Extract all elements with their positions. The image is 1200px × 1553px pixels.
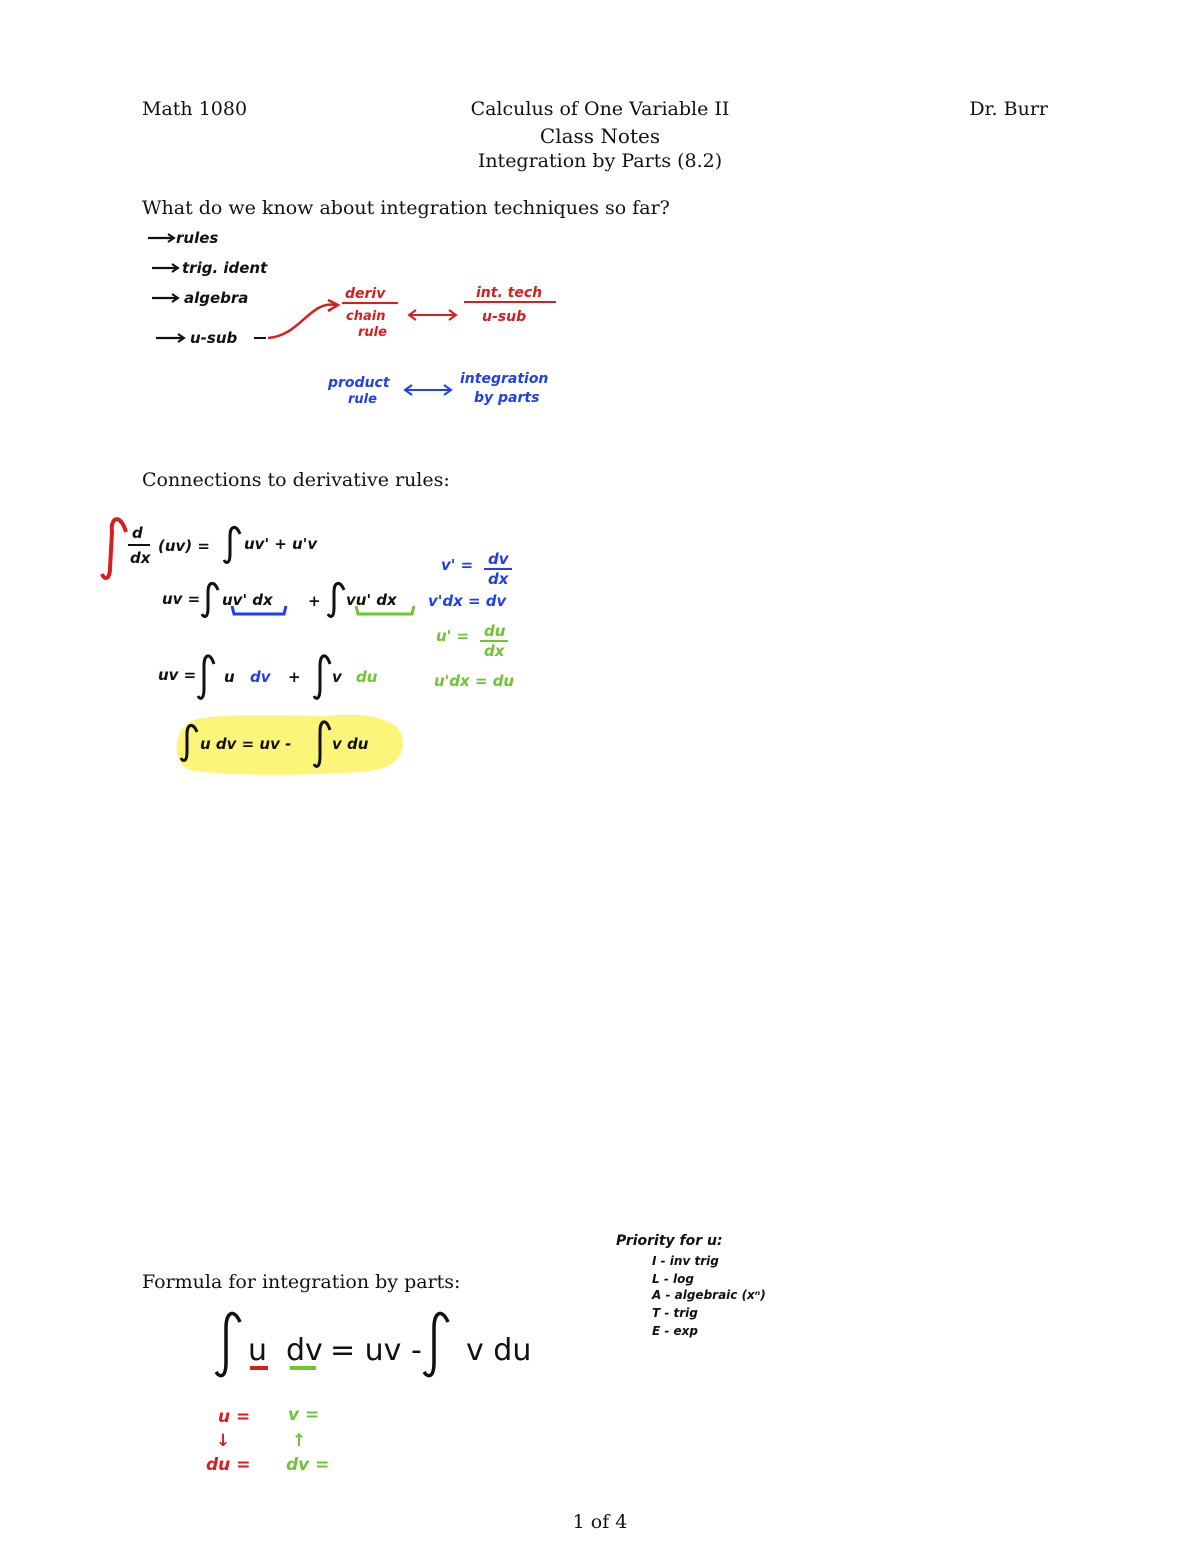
document-subtitle: Class Notes (539, 124, 661, 148)
techniques-prompt: What do we know about integration techniques so far? (142, 197, 670, 219)
line2-lhs: uv = (162, 590, 201, 608)
integral-sign-icon (314, 656, 330, 698)
integral-sign-icon (328, 583, 344, 616)
down-arrow-icon: ↓ (216, 1431, 231, 1451)
integral-sign-icon (102, 519, 126, 578)
uprime-du: du (484, 622, 506, 640)
dv-equals: dv = (286, 1455, 330, 1475)
by-parts-label: by parts (474, 390, 540, 406)
formula-end: v du (466, 1333, 532, 1368)
v-equals: v = (288, 1405, 320, 1425)
deriv-label: deriv (345, 286, 386, 302)
line3-lhs: uv = (158, 666, 197, 684)
page-number: 1 of 4 (572, 1511, 628, 1533)
boxed-formula: u dv = uv - (200, 735, 292, 753)
technique-item: rules (176, 229, 219, 247)
priority-item: L - log (652, 1272, 694, 1286)
integral-sign-icon (198, 656, 214, 698)
product-rule-label: rule (348, 392, 377, 407)
vprime-dv: dv (488, 550, 509, 568)
line3-du: du (356, 668, 378, 686)
uprime-dx: dx (484, 642, 505, 660)
line2-term-b: vu' dx (346, 591, 397, 609)
uprime-dx-eq: u'dx = du (434, 672, 515, 690)
int-tech-label: int. tech (476, 285, 543, 301)
chain-label: chain (346, 309, 386, 324)
priority-item: E - exp (652, 1324, 699, 1338)
technique-item: u-sub (190, 329, 238, 347)
vprime-def: v' = (441, 556, 474, 574)
product-label: product (328, 375, 390, 391)
priority-title: Priority for u: (616, 1233, 723, 1249)
course-number: Math 1080 (142, 98, 248, 120)
line2-plus: + (308, 592, 321, 610)
vprime-dx-eq: v'dx = dv (428, 592, 507, 610)
formula-mid: = uv - (330, 1333, 422, 1368)
line3-dv: dv (250, 668, 271, 686)
line2-term-a: uv' dx (222, 591, 273, 609)
connector-curve (268, 305, 336, 338)
formula-prompt: Formula for integration by parts: (142, 1271, 461, 1293)
derivative-dx: dx (130, 549, 151, 567)
line3-u: u (224, 668, 235, 686)
usub-label: u-sub (482, 309, 527, 325)
formula-dv: dv (286, 1333, 323, 1368)
formula-u: u (248, 1333, 268, 1368)
priority-item: I - inv trig (652, 1254, 719, 1268)
derivative-uv: (uv) = (158, 537, 210, 555)
up-arrow-icon: ↑ (292, 1431, 307, 1451)
du-equals: du = (206, 1455, 251, 1475)
instructor-name: Dr. Burr (969, 98, 1048, 120)
connections-prompt: Connections to derivative rules: (142, 469, 450, 491)
integral-sign-icon (424, 1313, 448, 1375)
course-title: Calculus of One Variable II (470, 98, 730, 120)
uprime-def: u' = (436, 627, 470, 645)
derivative-d: d (132, 524, 143, 542)
integration-label: integration (460, 371, 549, 387)
integral-sign-icon (224, 527, 240, 562)
boxed-formula-end: v du (332, 735, 369, 753)
line3-v: v (332, 668, 342, 686)
product-rule-expansion: uv' + u'v (244, 535, 318, 553)
document-topic: Integration by Parts (8.2) (477, 150, 723, 172)
technique-item: trig. ident (182, 259, 268, 277)
vprime-dx: dx (488, 570, 509, 588)
priority-item: T - trig (652, 1306, 698, 1320)
u-equals: u = (218, 1407, 251, 1427)
integral-sign-icon (216, 1313, 240, 1375)
line3-plus: + (288, 668, 301, 686)
integral-sign-icon (202, 583, 218, 616)
rule-label: rule (358, 325, 387, 340)
technique-item: algebra (184, 289, 249, 307)
priority-item: A - algebraic (xⁿ) (652, 1288, 766, 1302)
